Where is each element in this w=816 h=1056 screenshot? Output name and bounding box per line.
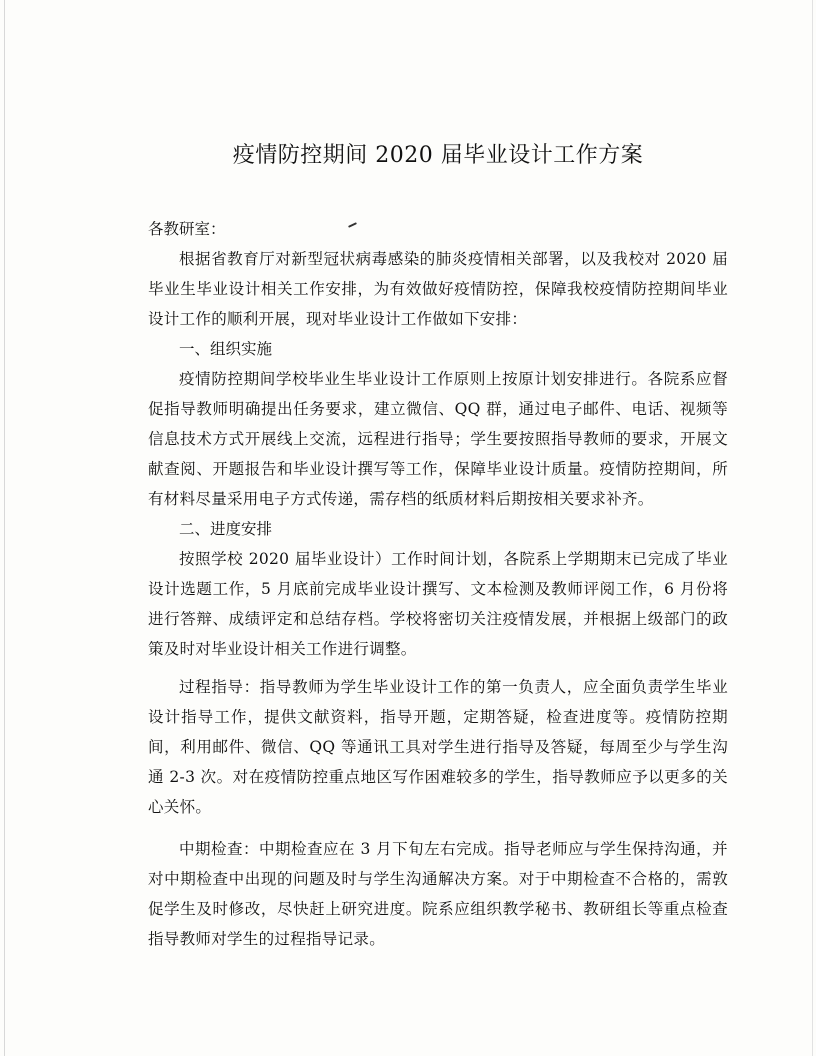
section-2-heading: 二、进度安排 <box>179 520 273 538</box>
document-body <box>148 140 728 954</box>
scan-edge-right <box>812 0 813 1056</box>
document-title: 疫情防控期间 2020 届毕业设计工作方案 <box>232 143 644 168</box>
intro-paragraph: 根据省教育厅对新型冠状病毒感染的肺炎疫情相关部署，以及我校对 2020 届毕业生毕业设计相关工作安排，为有效做好疫情防控，保障我校疫情防控期间毕业设计工作的顺利开展，现对毕业设计工作做如下安排： <box>148 250 728 328</box>
section-1-body: 疫情防控期间学校毕业生毕业设计工作原则上按原计划安排进行。各院系应督促指导教师明确提出任务要求，建立微信、QQ 群，通过电子邮件、电话、视频等信息技术方式开展线上交流，远程进行指导；学生要按照指导教师的要求，开展文献查阅、开题报告和毕业设计撰写等工作，保障毕业设计质量。疫情防控期间，所有材料尽量采用电子方式传递，需存档的纸质材料后期按相关要求补齐。 <box>148 370 728 508</box>
process-guidance-paragraph: 过程指导：指导教师为学生毕业设计工作的第一负责人，应全面负责学生毕业设计指导工作，提供文献资料，指导开题，定期答疑，检查进度等。疫情防控期间，利用邮件、微信、QQ 等通讯工具对学生进行指导及答疑，每周至少与学生沟通 2-3 次。对在疫情防控重点地区写作困难较多的学生，指导教师应予以更多的关心关怀。 <box>148 678 728 816</box>
salutation: 各教研室： <box>148 220 226 238</box>
section-1-heading: 一、组织实施 <box>179 340 273 358</box>
midterm-check-paragraph: 中期检查：中期检查应在 3 月下旬左右完成。指导老师应与学生保持沟通，并对中期检查中出现的问题及时与学生沟通解决方案。对于中期检查不合格的，需敦促学生及时修改，尽快赶上研究进度。院系应组织教学秘书、教研组长等重点检查指导教师对学生的过程指导记录。 <box>148 840 728 948</box>
scan-edge-left <box>4 0 5 1056</box>
section-2-body: 按照学校 2020 届毕业设计）工作时间计划，各院系上学期期末已完成了毕业设计选题工作，5 月底前完成毕业设计撰写、文本检测及教师评阅工作，6 月份将进行答辩、成绩评定和总结存档。学校将密切关注疫情发展，并根据上级部门的政策及时对毕业设计相关工作进行调整。 <box>148 550 728 658</box>
